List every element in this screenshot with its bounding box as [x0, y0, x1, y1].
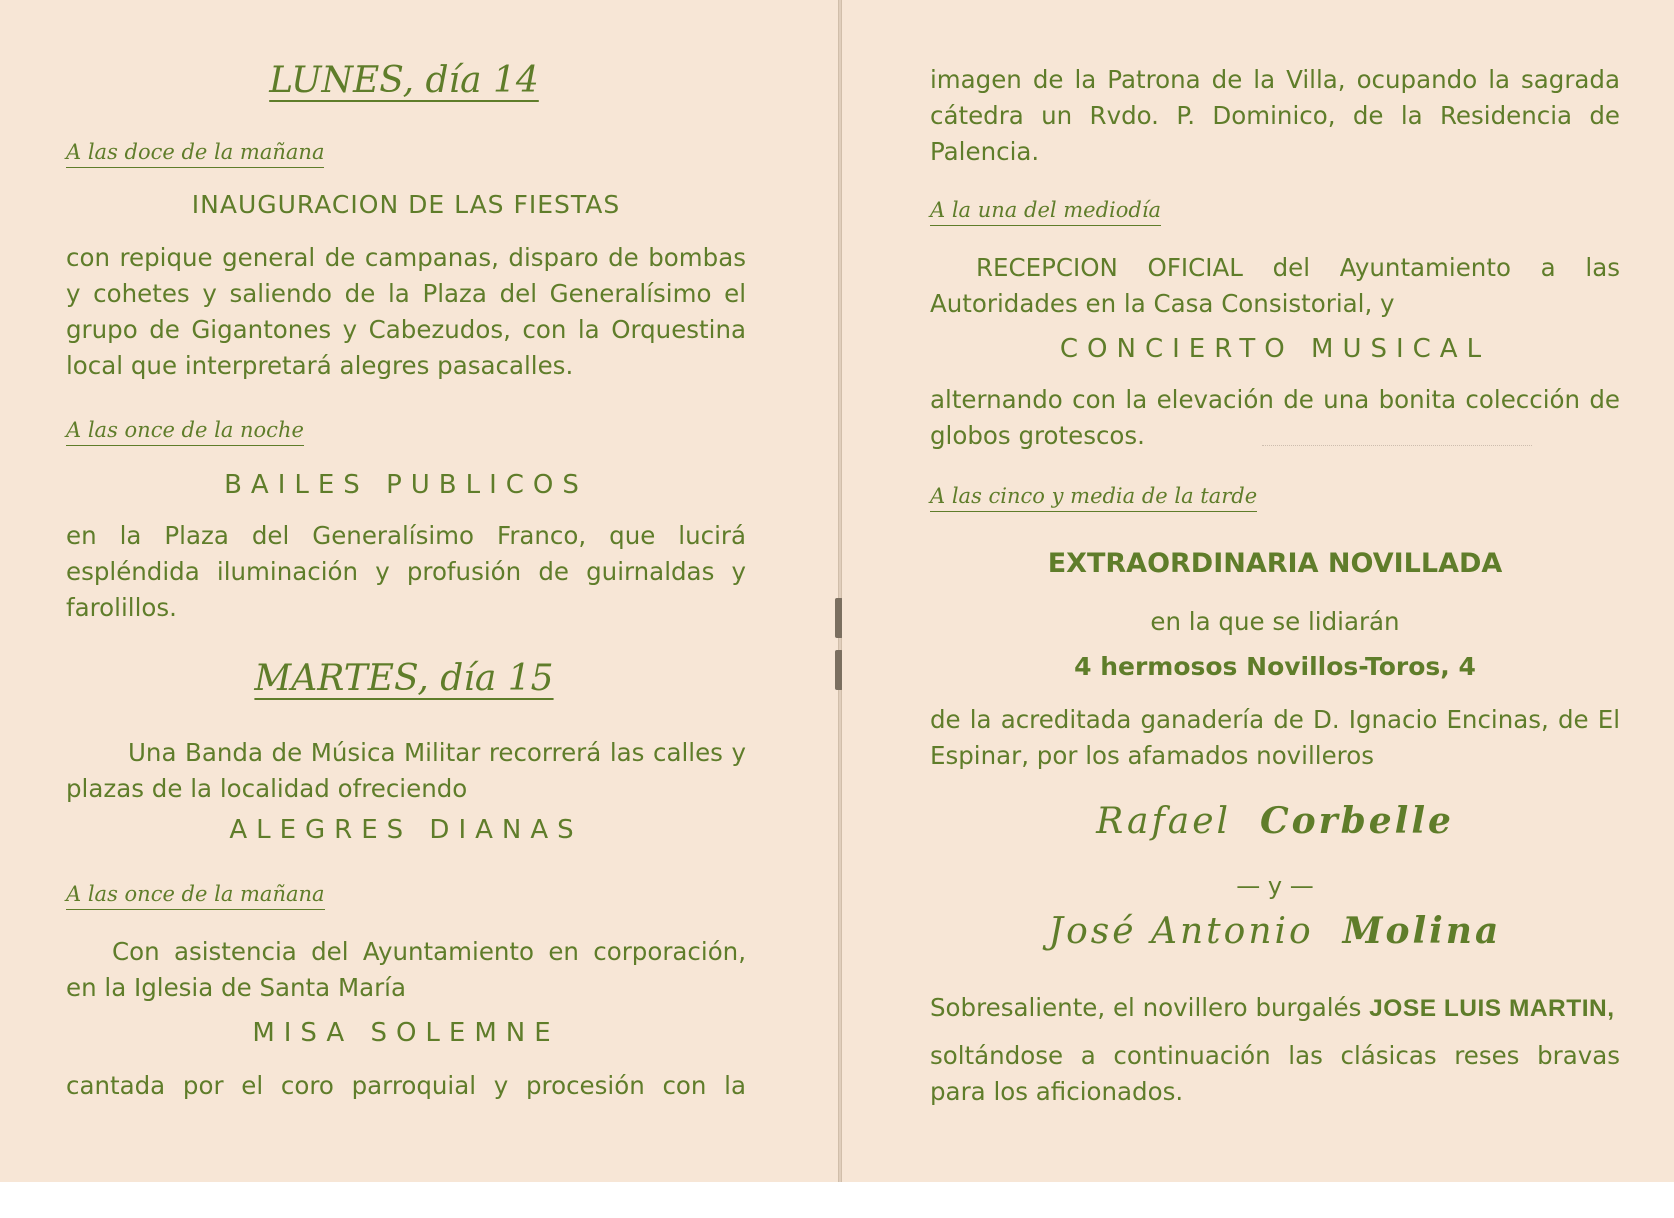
event-description: de la acreditada ganadería de D. Ignacio Encinas, de El Espinar, por los afamados novilleros [930, 705, 1620, 770]
day-heading-lunes: LUNES, día 14 [269, 60, 539, 101]
event-description: en la Plaza del Generalísimo Franco, que lucirá espléndida iluminación y profusión de guirnaldas y farolillos. [66, 521, 746, 622]
time-label: A las once de la noche [66, 418, 304, 446]
time-label: A la una del mediodía [930, 198, 1161, 226]
event-description: Con asistencia del Ayuntamiento en corporación, en la Iglesia de Santa María [66, 937, 746, 1002]
event-description: en la que se lidiarán [1150, 607, 1400, 636]
time-label: A las once de la mañana [66, 882, 325, 910]
name-connector: — y — [1236, 872, 1314, 900]
event-description: Una Banda de Música Militar recorrerá las calles y plazas de la localidad ofreciendo [66, 738, 746, 803]
left-page [0, 0, 838, 1182]
substitute-line: Sobresaliente, el novillero burgalés JOSE LUIS MARTIN, [930, 993, 1615, 1022]
event-description: alternando con la elevación de una bonita colección de globos grotescos. [930, 385, 1620, 450]
right-page [842, 0, 1674, 1182]
event-description: con repique general de campanas, disparo de bombas y cohetes y saliendo de la Plaza del Generalísimo el grupo de Gigantones y Cabezudos, con la Orquestina local que interpretará alegres pasacalles. [66, 243, 746, 380]
event-description: imagen de la Patrona de la Villa, ocupando la sagrada cátedra un Rvdo. P. Dominico, de la Residencia de Palencia. [930, 65, 1620, 166]
event-description: soltándose a continuación las clásicas reses bravas para los aficionados. [930, 1041, 1620, 1106]
event-title: EXTRAORDINARIA NOVILLADA [1047, 548, 1503, 579]
time-label: A las doce de la mañana [66, 140, 324, 168]
time-label: A las cinco y media de la tarde [930, 484, 1257, 512]
bleedthrough-mark [1262, 445, 1532, 446]
bull-count: 4 hermosos Novillos-Toros, 4 [1074, 652, 1476, 681]
event-title: CONCIERTO MUSICAL [1059, 334, 1491, 364]
event-description: RECEPCION OFICIAL del Ayuntamiento a las Autoridades en la Casa Consistorial, y [930, 253, 1620, 318]
event-title: INAUGURACION DE LAS FIESTAS [191, 190, 621, 219]
event-description: cantada por el coro parroquial y procesión con la [66, 1071, 746, 1100]
torero-name: José Antonio Molina [1048, 910, 1502, 952]
day-heading-martes: MARTES, día 15 [254, 658, 554, 699]
event-title: MISA SOLEMNE [252, 1018, 560, 1048]
event-title: ALEGRES DIANAS [229, 815, 583, 845]
event-title: BAILES PUBLICOS [224, 470, 588, 500]
torero-name: Rafael Corbelle [1096, 800, 1454, 842]
